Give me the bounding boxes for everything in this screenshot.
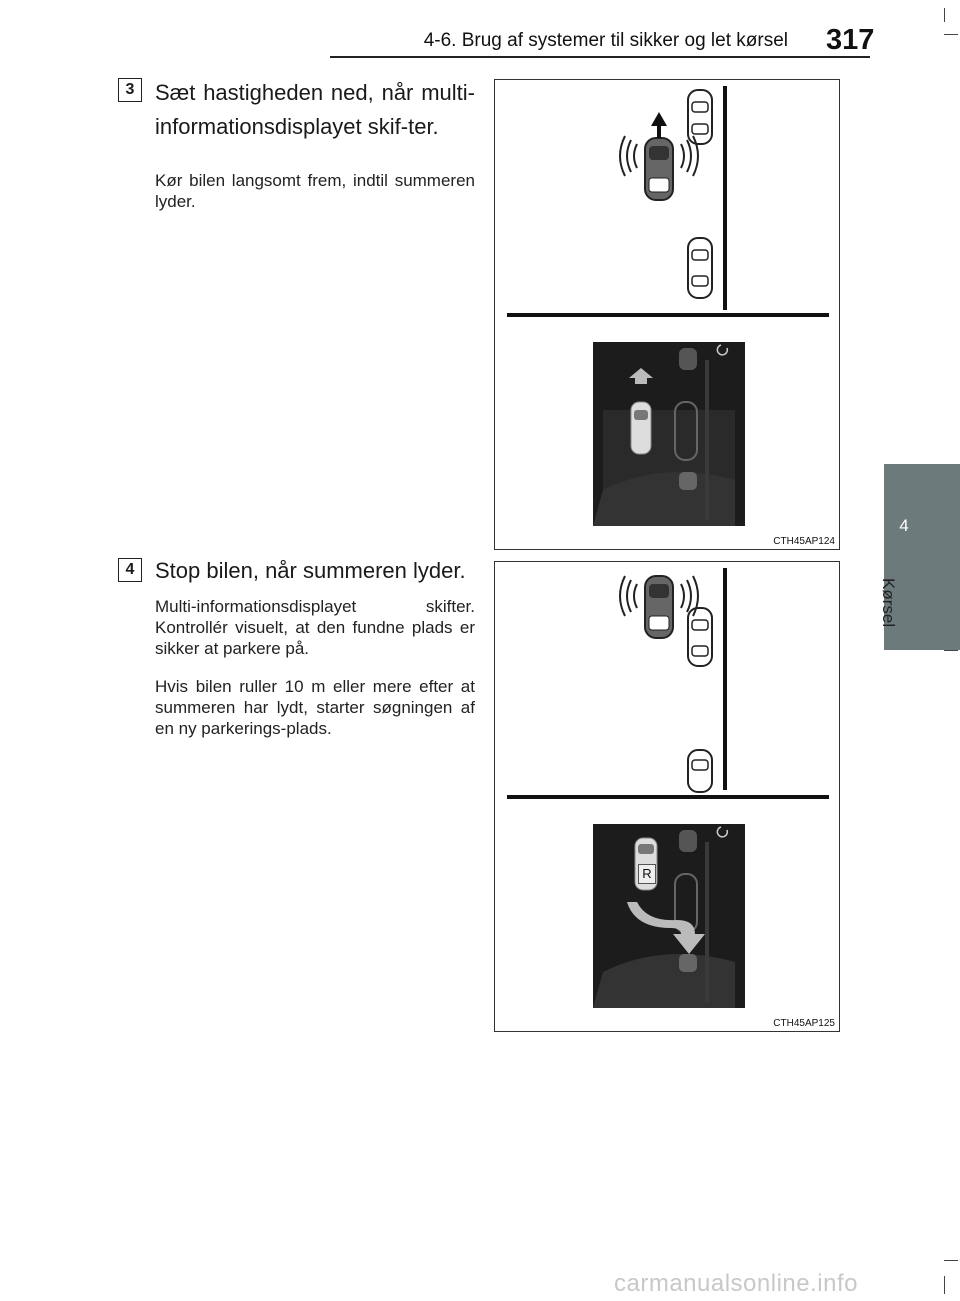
crop-mark xyxy=(944,1276,945,1294)
parked-car-icon xyxy=(688,608,712,666)
page-header-title: 4-6. Brug af systemer til sikker og let kørsel xyxy=(423,30,788,51)
multi-information-display xyxy=(593,824,745,1008)
parking-diagram xyxy=(495,80,841,551)
crop-mark xyxy=(944,34,958,35)
step-title: Stop bilen, når summeren lyder. xyxy=(155,558,466,583)
step-title: Sæt hastigheden ned, når multi-informationsdisplayet skif-ter. xyxy=(155,80,475,139)
step-description: Kør bilen langsomt frem, indtil summeren lyder. xyxy=(155,171,475,211)
multi-information-display xyxy=(593,342,745,526)
page-number: 317 xyxy=(826,24,875,56)
step-number-badge: 4 xyxy=(118,558,142,582)
chapter-label: Kørsel xyxy=(879,578,898,628)
figure-code: CTH45AP125 xyxy=(773,1018,835,1029)
header-rule xyxy=(330,56,870,58)
step-number-badge: 3 xyxy=(118,78,142,102)
parked-car-icon xyxy=(688,238,712,298)
forward-arrow-icon xyxy=(651,112,667,138)
step-note: Hvis bilen ruller 10 m eller mere efter at summeren har lydt, starter søgningen af en ny parkerings-plads. xyxy=(155,677,475,738)
own-car-icon xyxy=(645,576,673,638)
own-car-icon xyxy=(645,138,673,200)
illustration-parking-search xyxy=(494,79,840,550)
parking-diagram xyxy=(495,562,841,1033)
chapter-number: 4 xyxy=(899,516,909,535)
gear-indicator: R xyxy=(638,864,656,884)
crop-mark xyxy=(944,8,945,22)
crop-mark xyxy=(944,650,958,651)
illustration-parking-stop xyxy=(494,561,840,1032)
parked-car-icon xyxy=(688,90,712,144)
parked-car-icon xyxy=(688,750,712,792)
figure-code: CTH45AP124 xyxy=(773,536,835,547)
step-description: Multi-informationsdisplayet skifter. Kontrollér visuelt, at den fundne plads er sikker at parkere på. xyxy=(155,597,475,658)
watermark: carmanualsonline.info xyxy=(614,1270,858,1297)
crop-mark xyxy=(944,1260,958,1261)
